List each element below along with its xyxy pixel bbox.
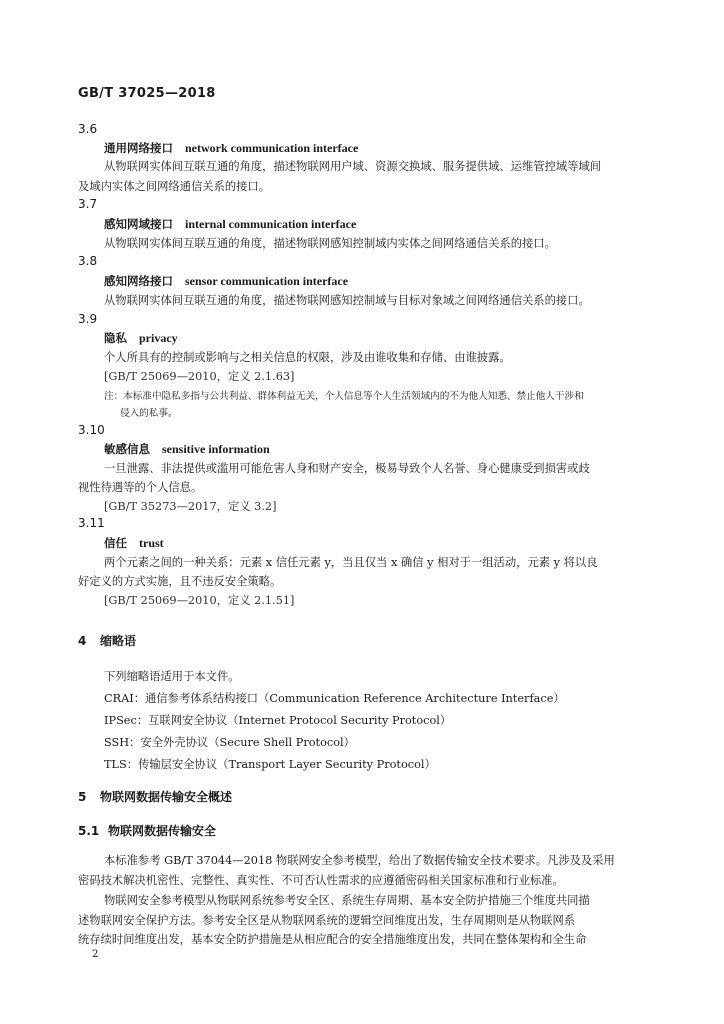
abbreviation-item: CRAI：通信参考体系结构接口（Communication Reference Architecture Interface） xyxy=(104,692,565,705)
term-source: [GB/T 25069—2010，定义 2.1.51] xyxy=(104,594,295,607)
term-note: 注：本标准中隐私多指与公共利益、群体利益无关，个人信息等个人生活领域内的不为他人知悉、禁止他人干涉和 xyxy=(104,391,584,402)
section-heading xyxy=(78,632,136,649)
section-heading xyxy=(78,788,232,805)
term-en: privacy xyxy=(139,331,178,345)
term-definition: 个人所具有的控制或影响与之相关信息的权限，涉及由谁收集和存储、由谁披露。 xyxy=(104,351,511,364)
paragraph-line: 物联网安全参考模型从物联网系统参考安全区、系统生存周期、基本安全防护措施三个维度共同描 xyxy=(104,894,590,907)
paragraph-line: 述物联网安全保护方法。参考安全区是从物联网系统的逻辑空间维度出发，生存周期则是从物联网系 xyxy=(78,914,576,927)
section-title: 缩略语 xyxy=(100,634,137,648)
standard-header: GB/T 37025—2018 xyxy=(78,86,216,101)
term-en: trust xyxy=(139,536,164,550)
term-heading xyxy=(104,535,164,551)
term-heading xyxy=(104,441,270,457)
section-number: 5 xyxy=(78,790,87,804)
term-source: [GB/T 35273—2017，定义 3.2] xyxy=(104,500,277,513)
term-definition: 视性待遇等的个人信息。 xyxy=(78,481,203,494)
term-note: 侵入的私事。 xyxy=(120,408,178,419)
term-definition: 及域内实体之间网络通信关系的接口。 xyxy=(78,180,271,193)
paragraph-line: 密码技术解决机密性、完整性、真实性、不可否认性需求的应遵循密码相关国家标准和行业标准。 xyxy=(78,874,564,887)
term-definition: 从物联网实体间互联互通的角度，描述物联网感知控制域与目标对象域之间网络通信关系的接口。 xyxy=(104,294,590,307)
term-number: 3.6 xyxy=(78,122,98,136)
subsection-title: 物联网数据传输安全 xyxy=(108,824,217,838)
term-zh: 敏感信息 xyxy=(104,442,150,456)
term-source: [GB/T 25069—2010，定义 2.1.63] xyxy=(104,370,295,383)
section-number: 4 xyxy=(78,634,87,648)
term-number: 3.11 xyxy=(78,516,105,530)
term-zh: 感知网域接口 xyxy=(104,217,173,231)
term-definition: 一旦泄露、非法提供或滥用可能危害人身和财产安全，极易导致个人名誉、身心健康受到损害或歧 xyxy=(104,462,590,475)
term-heading xyxy=(104,273,348,289)
page-number: 2 xyxy=(92,949,99,960)
subsection-heading xyxy=(78,822,216,839)
term-heading xyxy=(104,216,356,232)
term-en: sensitive information xyxy=(162,442,270,456)
term-en: network communication interface xyxy=(185,141,359,155)
abbreviation-item: IPSec：互联网安全协议（Internet Protocol Security Protocol） xyxy=(104,714,452,727)
paragraph-line: 统存续时间维度出发，基本安全防护措施是从相应配合的安全措施维度出发，共同在整体架构和全生命 xyxy=(78,933,587,946)
abbreviation-item: SSH：安全外壳协议（Secure Shell Protocol） xyxy=(104,736,355,749)
term-zh: 通用网络接口 xyxy=(104,141,173,155)
term-definition: 从物联网实体间互联互通的角度，描述物联网感知控制域内实体之间网络通信关系的接口。 xyxy=(104,237,556,250)
term-zh: 隐私 xyxy=(104,331,127,345)
term-zh: 感知网络接口 xyxy=(104,274,173,288)
term-en: sensor communication interface xyxy=(185,274,349,288)
term-definition: 从物联网实体间互联互通的角度，描述物联网用户域、资源交换域、服务提供域、运维管控域等域间 xyxy=(104,160,602,173)
term-number: 3.9 xyxy=(78,312,98,326)
term-number: 3.7 xyxy=(78,197,98,211)
term-en: internal communication interface xyxy=(185,217,357,231)
subsection-number: 5.1 xyxy=(78,824,100,838)
term-number: 3.8 xyxy=(78,254,98,268)
term-zh: 信任 xyxy=(104,536,127,550)
term-number: 3.10 xyxy=(78,423,105,437)
abbreviation-item: TLS：传输层安全协议（Transport Layer Security Protocol） xyxy=(104,758,436,771)
term-heading xyxy=(104,330,178,346)
term-definition: 两个元素之间的一种关系：元素 x 信任元素 y，当且仅当 x 确信 y 相对于一组活动，元素 y 将以良 xyxy=(104,556,598,569)
section-intro: 下列缩略语适用于本文件。 xyxy=(104,670,240,683)
term-heading xyxy=(104,140,358,156)
paragraph-line: 本标准参考 GB/T 37044—2018 物联网安全参考模型，给出了数据传输安全技术要求。凡涉及及采用 xyxy=(104,854,615,867)
term-definition: 好定义的方式实施，且不违反安全策略。 xyxy=(78,575,282,588)
section-title: 物联网数据传输安全概述 xyxy=(100,790,233,804)
